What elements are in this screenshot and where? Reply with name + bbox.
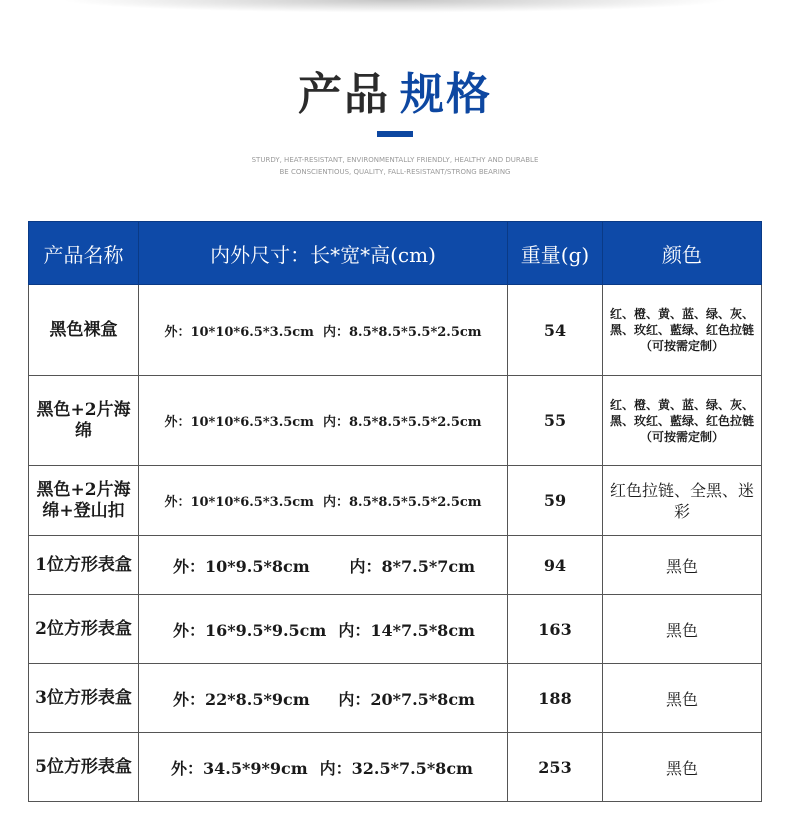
title-part-1: 产品 bbox=[298, 69, 390, 120]
cell-dimensions bbox=[139, 733, 508, 802]
inner-size: 内：20*7.5*8cm bbox=[338, 689, 475, 709]
table-row bbox=[29, 285, 762, 376]
cell-color: 红、橙、黄、蓝、绿、灰、黑、玫红、藍绿、红色拉链（可按需定制） bbox=[603, 376, 762, 466]
cell-weight: 55 bbox=[508, 376, 603, 466]
title-part-2: 规格 bbox=[400, 69, 492, 120]
cell-name: 黑色+2片海绵 bbox=[29, 376, 139, 466]
inner-size: 内：32.5*7.5*8cm bbox=[319, 758, 473, 778]
table-header-row bbox=[29, 222, 762, 285]
cell-name: 黑色裸盒 bbox=[29, 285, 139, 376]
top-shadow-decoration bbox=[0, 0, 790, 30]
inner-size: 内：8*7.5*7cm bbox=[349, 556, 475, 576]
cell-dimensions bbox=[139, 376, 508, 466]
cell-dimensions bbox=[139, 536, 508, 595]
cell-color: 红色拉链、全黑、迷彩 bbox=[603, 466, 762, 536]
header-name: 产品名称 bbox=[29, 222, 139, 285]
cell-weight: 94 bbox=[508, 536, 603, 595]
inner-size: 内：8.5*8.5*5.5*2.5cm bbox=[323, 324, 482, 340]
table-row bbox=[29, 595, 762, 664]
subtitle-line-1: STURDY, HEAT-RESISTANT, ENVIRONMENTALLY FRIENDLY, HEALTHY AND DURABLE bbox=[251, 156, 539, 164]
cell-name: 1位方形表盒 bbox=[29, 536, 139, 595]
header-dimensions: 内外尺寸：长*宽*高(cm) bbox=[139, 222, 508, 285]
cell-color: 黑色 bbox=[603, 733, 762, 802]
table-row bbox=[29, 536, 762, 595]
cell-weight: 188 bbox=[508, 664, 603, 733]
table-row bbox=[29, 664, 762, 733]
cell-weight: 163 bbox=[508, 595, 603, 664]
subtitle bbox=[0, 154, 790, 178]
cell-dimensions bbox=[139, 285, 508, 376]
cell-name: 3位方形表盒 bbox=[29, 664, 139, 733]
cell-dimensions bbox=[139, 466, 508, 536]
table-row bbox=[29, 466, 762, 536]
outer-size: 外：10*10*6.5*3.5cm bbox=[164, 324, 314, 340]
header-weight: 重量(g) bbox=[508, 222, 603, 285]
cell-color: 黑色 bbox=[603, 536, 762, 595]
spec-table bbox=[28, 221, 762, 802]
outer-size: 外：34.5*9*9cm bbox=[171, 758, 308, 778]
cell-name: 5位方形表盒 bbox=[29, 733, 139, 802]
table-row bbox=[29, 733, 762, 802]
cell-dimensions bbox=[139, 664, 508, 733]
cell-color: 红、橙、黄、蓝、绿、灰、黑、玫红、藍绿、红色拉链（可按需定制） bbox=[603, 285, 762, 376]
outer-size: 外：10*9.5*8cm bbox=[173, 556, 310, 576]
outer-size: 外：16*9.5*9.5cm bbox=[173, 620, 327, 640]
cell-weight: 59 bbox=[508, 466, 603, 536]
inner-size: 内：8.5*8.5*5.5*2.5cm bbox=[323, 495, 482, 510]
page-title bbox=[0, 58, 790, 122]
outer-size: 外：22*8.5*9cm bbox=[173, 689, 310, 709]
cell-name: 黑色+2片海绵+登山扣 bbox=[29, 466, 139, 536]
subtitle-line-2: BE CONSCIENTIOUS, QUALITY, FALL-RESISTANT/STRONG BEARING bbox=[279, 168, 511, 176]
cell-color: 黑色 bbox=[603, 595, 762, 664]
title-underline bbox=[377, 131, 413, 137]
inner-size: 内：14*7.5*8cm bbox=[338, 620, 475, 640]
outer-size: 外：10*10*6.5*3.5cm bbox=[164, 415, 314, 430]
cell-weight: 253 bbox=[508, 733, 603, 802]
cell-color: 黑色 bbox=[603, 664, 762, 733]
cell-weight: 54 bbox=[508, 285, 603, 376]
cell-name: 2位方形表盒 bbox=[29, 595, 139, 664]
cell-dimensions bbox=[139, 595, 508, 664]
header-color: 颜色 bbox=[603, 222, 762, 285]
outer-size: 外：10*10*6.5*3.5cm bbox=[164, 495, 314, 510]
inner-size: 内：8.5*8.5*5.5*2.5cm bbox=[323, 415, 482, 430]
table-row bbox=[29, 376, 762, 466]
